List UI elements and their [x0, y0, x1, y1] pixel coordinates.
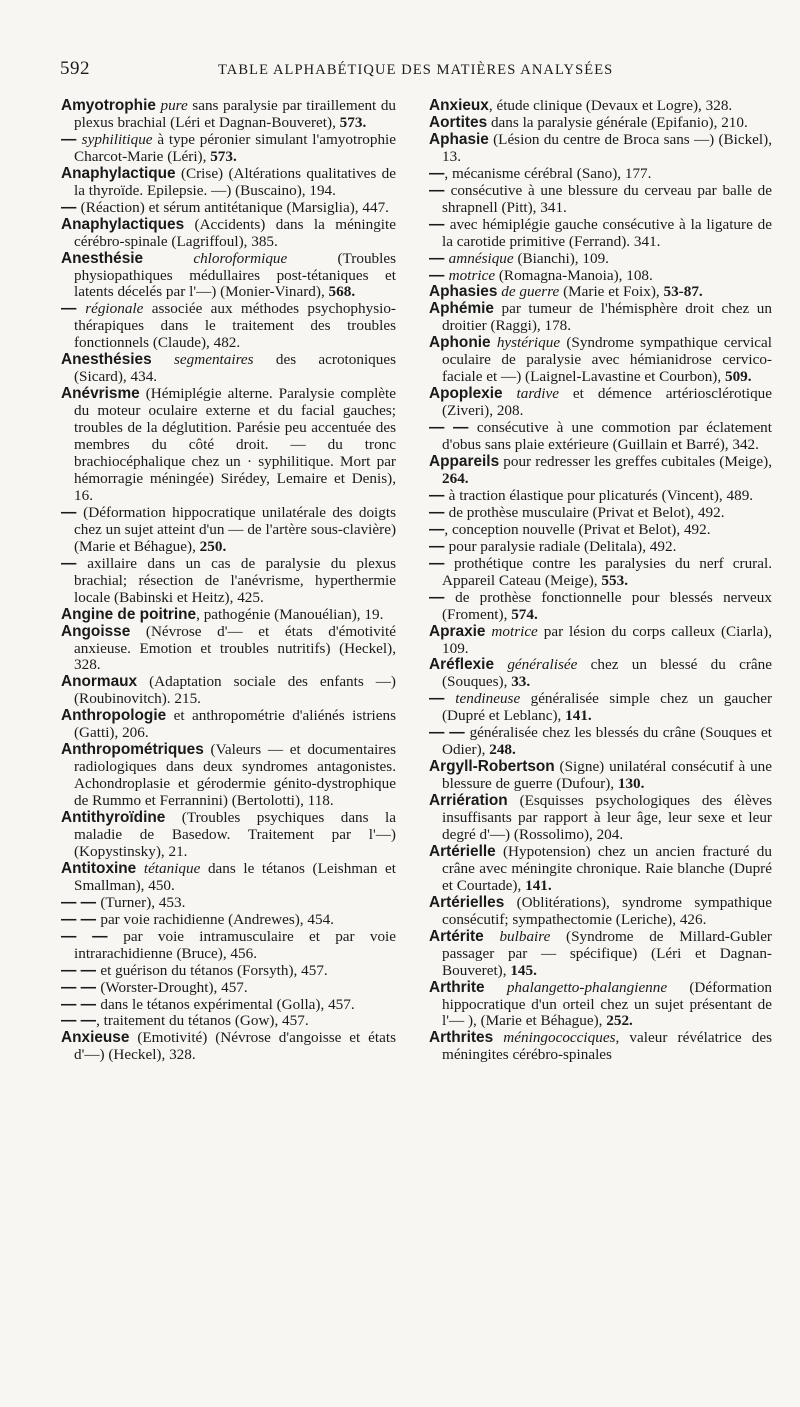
- entry-text: , conception nouvelle (Privat et Belot), 492.: [444, 520, 711, 538]
- entry-headword: —: [61, 503, 84, 521]
- entry-text: par lésion du corps calleux (Ciarla), 109.: [442, 622, 773, 657]
- entry-headword: —: [429, 266, 449, 284]
- index-entry: [61, 1030, 396, 1064]
- page-header: [60, 58, 770, 88]
- entry-page-ref: 130.: [617, 775, 645, 793]
- entry-text: par tumeur de l'hémisphère droit chez un droitier (Raggi), 178.: [442, 300, 772, 335]
- entry-text: dans la paralysie générale (Epifanio), 210.: [487, 113, 748, 131]
- entry-text: (Accidents) dans la méningite cérébro-spinale (Lagriffoul), 385.: [74, 215, 396, 250]
- entry-headword: Aphémie: [429, 300, 494, 318]
- index-entry: [429, 539, 772, 556]
- entry-text: (Romagna-Manoia), 108.: [495, 266, 653, 284]
- entry-page-ref: 573.: [339, 113, 367, 131]
- entry-qualifier: généralisée: [507, 656, 578, 674]
- entry-headword: —: [429, 164, 445, 182]
- index-entry: [429, 386, 772, 420]
- entry-headword: Angoisse: [61, 622, 131, 640]
- entry-headword: Anévrisme: [61, 385, 140, 403]
- entry-headword: Arthrite: [429, 978, 485, 996]
- entry-text: (Réaction) et sérum antitétanique (Marsiglia), 447.: [80, 198, 389, 216]
- entry-text: (Hémiplégie alterne. Paralysie complète du moteur oculaire externe et du facial gauches; troubles de la déglutition. Parésie peu accentuée des membres du côté droit. — du tronc brachiocéphalique chez un · syphilitique. Mort par hémorragie méningée) Sirédey, Lemaire et Denis), 16.: [74, 385, 396, 504]
- entry-headword: Anesthésie: [61, 249, 144, 267]
- entry-qualifier: régionale: [85, 300, 144, 318]
- index-entry: [429, 301, 772, 335]
- entry-headword: Arriération: [429, 792, 508, 810]
- index-entry: [429, 657, 772, 691]
- entry-text: (Marie et Foix),: [559, 283, 664, 301]
- index-entry: [429, 725, 772, 759]
- page-number: 592: [60, 58, 90, 79]
- index-entry: [429, 217, 772, 251]
- index-entry: [429, 251, 772, 268]
- entry-headword: Aphasies: [429, 283, 498, 301]
- entry-text: (Hypotension) chez un ancien fracturé du crâne avec méningite chronique. Raie blanche (Dupré et Courtade),: [442, 842, 772, 894]
- index-entry: [429, 488, 772, 505]
- entry-headword: — —: [61, 927, 124, 945]
- entry-headword: — —: [429, 419, 477, 437]
- entry-text: (Esquisses psychologiques des élèves insuffisants par rapport à leur âge, leur sexe et leur degré d'—) (Rossolimo), 204.: [442, 792, 772, 843]
- entry-text: , traitement du tétanos (Gow), 457.: [96, 1012, 309, 1030]
- index-entry: [429, 115, 772, 132]
- entry-headword: —: [429, 520, 445, 538]
- entry-text: , valeur révélatrice des méningites cérébro-spinales: [442, 1029, 773, 1064]
- entry-text: et guérison du tétanos (Forsyth), 457.: [100, 961, 328, 979]
- index-entry: [61, 98, 396, 132]
- entry-text: par voie rachidienne (Andrewes), 454.: [100, 910, 334, 928]
- entry-text: pour redresser les greffes cubitales (Meige),: [499, 453, 772, 471]
- index-entry: [429, 895, 772, 929]
- entry-headword: Apoplexie: [429, 385, 503, 403]
- index-entry: [61, 674, 396, 708]
- index-entry: [61, 301, 396, 352]
- entry-qualifier: pure: [160, 97, 188, 114]
- index-entry: [61, 132, 396, 166]
- entry-qualifier: tétanique: [143, 859, 201, 877]
- index-entry: [61, 1013, 396, 1030]
- entry-qualifier: tardive: [516, 385, 559, 403]
- index-entry: [61, 912, 396, 929]
- entry-headword: Argyll-Robertson: [429, 758, 555, 776]
- entry-qualifier: de guerre: [501, 283, 560, 301]
- index-entry: [429, 624, 772, 658]
- entry-headword: Aréflexie: [429, 656, 495, 674]
- entry-qualifier: tendineuse: [455, 690, 521, 708]
- entry-headword: —: [429, 537, 449, 555]
- index-entry: [429, 335, 772, 386]
- entry-page-ref: 568.: [328, 283, 356, 301]
- entry-qualifier: motrice: [448, 266, 496, 284]
- index-entry: [429, 183, 772, 217]
- entry-headword: —: [429, 554, 454, 572]
- index-entry: [429, 420, 772, 454]
- entry-text: (Valeurs — et documentaires radiologiques dans deux syndromes antagonistes. Achondroplasie et gérodermie génito-dystrophique de Rummo et Ferrannini) (Bertolotti), 118.: [74, 741, 396, 810]
- right-column: [429, 98, 772, 1064]
- entry-text: avec hémiplégie gauche consécutive à la ligature de la carotide primitive (Ferrand). 341.: [442, 215, 772, 250]
- entry-text: associée aux méthodes psychophysio-thérapiques dans le traitement des troubles fonctionnels (Claude), 482.: [74, 300, 396, 352]
- entry-headword: —: [61, 300, 86, 318]
- entry-headword: —: [429, 486, 449, 504]
- entry-headword: —: [429, 588, 456, 606]
- entry-headword: Anaphylactiques: [61, 215, 185, 233]
- entry-qualifier: hystérique: [496, 334, 561, 352]
- entry-page-ref: 252.: [606, 1012, 633, 1030]
- entry-page-ref: 553.: [601, 571, 628, 589]
- entry-qualifier: phalangetto-phalangienne: [506, 978, 668, 996]
- entry-qualifier: méningococciques: [503, 1029, 616, 1047]
- entry-text: des acrotoniques (Sicard), 434.: [74, 351, 397, 386]
- index-entry: [61, 251, 396, 302]
- entry-headword: —: [429, 690, 456, 708]
- entry-text: (Worster-Drought), 457.: [100, 978, 248, 996]
- entry-text: généralisée simple chez un gaucher (Dupré et Leblanc),: [442, 690, 772, 725]
- entry-text: (Troubles physiopathiques médullaires post-tétaniques et latents décelés par l'—) (Monier-Vinard),: [74, 249, 397, 301]
- index-entry: [61, 352, 396, 386]
- entry-text: (Signe) unilatéral consécutif à une blessure de guerre (Dufour),: [442, 758, 772, 793]
- entry-headword: Anxieuse: [61, 1029, 130, 1047]
- index-entry: [61, 607, 396, 624]
- entry-headword: Anthropologie: [61, 707, 167, 725]
- entry-headword: — —: [61, 995, 101, 1013]
- entry-headword: Anxieux: [429, 97, 489, 114]
- entry-text: prothétique contre les paralysies du nerf crural. Appareil Cateau (Meige),: [442, 554, 772, 589]
- entry-text: (Déformation hippocratique unilatérale des doigts chez un sujet atteint d'un — de l'artère sous-clavière) (Marie et Béhague),: [74, 503, 396, 555]
- index-entry: [429, 132, 772, 166]
- entry-text: axillaire dans un cas de paralysie du plexus brachial; résection de l'anévrisme, hyperthermie locale (Babinski et Heitz), 425.: [74, 554, 396, 606]
- entry-headword: Anthropométriques: [61, 741, 204, 759]
- entry-text: (Bianchi), 109.: [513, 249, 609, 267]
- entry-page-ref: 264.: [442, 469, 469, 487]
- entry-text: (Turner), 453.: [100, 893, 186, 911]
- index-entry: [61, 980, 396, 997]
- entry-headword: —: [61, 130, 82, 148]
- entry-qualifier: bulbaire: [499, 927, 551, 945]
- entry-page-ref: 250.: [199, 537, 227, 555]
- index-entry: [61, 624, 396, 675]
- index-entry: [61, 810, 396, 861]
- entry-text: (Adaptation sociale des enfants —) (Roubinovitch). 215.: [74, 673, 396, 708]
- index-entry: [429, 929, 772, 980]
- entry-text: sans paralysie par tiraillement du plexus brachial (Léri et Dagnan-Bouveret),: [74, 97, 397, 131]
- entry-headword: Antithyroïdine: [61, 809, 166, 827]
- entry-text: et démence artériosclérotique (Ziveri), 208.: [442, 385, 773, 420]
- entry-headword: — —: [61, 893, 101, 911]
- entry-page-ref: 141.: [525, 876, 552, 894]
- entry-text: (Troubles psychiques dans la maladie de Basedow. Traitement par l'—) (Kopystinsky), 21.: [74, 809, 396, 860]
- entry-page-ref: 145.: [510, 961, 537, 979]
- index-entry: [429, 98, 772, 115]
- index-entry: [61, 895, 396, 912]
- entry-text: de prothèse musculaire (Privat et Belot), 492.: [448, 503, 725, 521]
- index-entry: [429, 793, 772, 844]
- entry-page-ref: 248.: [489, 741, 516, 759]
- entry-text: à traction élastique pour plicaturés (Vincent), 489.: [448, 486, 754, 504]
- entry-text: dans le tétanos expérimental (Golla), 457.: [100, 995, 355, 1013]
- entry-text: (Syndrome sympathique cervical oculaire de paralysie avec hémianidrose cervico-faciale et —) (Laignel-Lavastine et Courbon),: [442, 334, 772, 386]
- entry-text: chez un blessé du crâne (Souques),: [442, 656, 772, 691]
- index-entry: [429, 844, 772, 895]
- entry-page-ref: 574.: [511, 605, 538, 623]
- entry-qualifier: chloroformique: [193, 249, 288, 267]
- entry-qualifier: motrice: [491, 622, 538, 640]
- entry-headword: Appareils: [429, 453, 500, 471]
- index-entry: [429, 1030, 772, 1064]
- entry-headword: —: [429, 503, 449, 521]
- entry-headword: —: [429, 215, 450, 233]
- entry-headword: — —: [61, 961, 101, 979]
- index-entry: [429, 522, 772, 539]
- entry-text: dans le tétanos (Leishman et Smallman), 450.: [74, 859, 397, 894]
- index-entry: [61, 742, 396, 810]
- entry-headword: Aphasie: [429, 130, 489, 148]
- index-entry: [429, 166, 772, 183]
- entry-text: , pathogénie (Manouélian), 19.: [196, 605, 384, 623]
- entry-headword: — —: [61, 978, 101, 996]
- entry-headword: Arthrites: [429, 1029, 494, 1047]
- entry-headword: Anesthésies: [61, 351, 152, 369]
- entry-text: généralisée chez les blessés du crâne (Souques et Odier),: [442, 724, 772, 759]
- entry-text: consécutive à une commotion par éclatement d'obus sans plaie extérieure (Guillain et Barré), 342.: [442, 419, 772, 454]
- entry-headword: Artérielles: [429, 893, 505, 911]
- index-entry: [429, 691, 772, 725]
- entry-page-ref: 509.: [724, 368, 752, 386]
- index-entry: [61, 861, 396, 895]
- entry-text: de prothèse fonctionnelle pour blessés nerveux (Froment),: [442, 588, 772, 623]
- index-entry: [61, 929, 396, 963]
- running-title: TABLE ALPHABÉTIQUE DES MATIÈRES ANALYSÉES: [218, 62, 614, 78]
- entry-text: (Lésion du centre de Broca sans —) (Bickel), 13.: [442, 130, 772, 165]
- entry-qualifier: segmentaires: [173, 351, 254, 369]
- index-entry: [61, 505, 396, 556]
- entry-headword: —: [61, 554, 88, 572]
- index-entry: [429, 454, 772, 488]
- entry-headword: Anaphylactique: [61, 164, 176, 182]
- entry-headword: —: [429, 249, 449, 267]
- entry-page-ref: 53-87.: [663, 283, 703, 301]
- entry-page-ref: 141.: [565, 707, 592, 725]
- entry-text: et anthropométrie d'aliénés istriens (Gatti), 206.: [74, 707, 396, 742]
- entry-qualifier: syphilitique: [81, 130, 153, 148]
- entry-headword: — —: [61, 1012, 97, 1030]
- entry-page-ref: 573.: [210, 147, 237, 165]
- index-entry: [61, 217, 396, 251]
- entry-text: par voie intramusculaire et par voie intrarachidienne (Bruce), 456.: [74, 927, 396, 962]
- entry-headword: Angine de poitrine: [61, 605, 197, 623]
- entry-headword: —: [429, 181, 451, 199]
- entry-text: (Oblitérations), syndrome sympathique consécutif; sympathectomie (Leriche), 426.: [442, 893, 772, 928]
- entry-headword: Artérielle: [429, 842, 496, 860]
- entry-page-ref: 33.: [511, 673, 531, 691]
- entry-qualifier: amnésique: [448, 249, 514, 267]
- entry-headword: Anormaux: [61, 673, 138, 691]
- entry-text: pour paralysie radiale (Delitala), 492.: [448, 537, 677, 555]
- index-entry: [61, 997, 396, 1014]
- index-entry: [429, 759, 772, 793]
- index-entry: [61, 166, 396, 200]
- index-entry: [429, 268, 772, 285]
- index-entry: [429, 556, 772, 590]
- entry-headword: Antitoxine: [61, 859, 137, 877]
- entry-text: , mécanisme cérébral (Sano), 177.: [444, 164, 652, 182]
- entry-headword: Aortites: [429, 113, 488, 131]
- index-entry: [429, 590, 772, 624]
- left-column: [61, 98, 396, 1064]
- entry-text: consécutive à une blessure du cerveau par balle de shrapnell (Pitt), 341.: [442, 181, 772, 216]
- entry-headword: —: [61, 198, 81, 216]
- entry-headword: Amyotrophie: [61, 97, 156, 114]
- index-entry: [429, 284, 772, 301]
- entry-headword: Artérite: [429, 927, 484, 945]
- entry-text: (Crise) (Altérations qualitatives de la thyroïde. Epilepsie. —) (Buscaino), 194.: [74, 164, 396, 199]
- index-entry: [429, 505, 772, 522]
- index-entry: [61, 963, 396, 980]
- entry-headword: Aphonie: [429, 334, 491, 352]
- index-entry: [61, 386, 396, 505]
- index-entry: [429, 980, 772, 1031]
- index-entry: [61, 200, 396, 217]
- entry-text: (Névrose d'— et états d'émotivité anxieuse. Emotion et troubles nutritifs) (Heckel), 328.: [74, 622, 396, 674]
- entry-text: (Déformation hippocratique d'un orteil chez un sujet présentant de l'— ), (Marie et Béhague),: [442, 978, 773, 1030]
- entry-text: (Emotivité) (Névrose d'angoisse et états d'—) (Heckel), 328.: [74, 1029, 396, 1064]
- entry-headword: — —: [61, 910, 101, 928]
- index-entry: [61, 708, 396, 742]
- entry-text: (Syndrome de Millard-Gubler passager par — spécifique) (Léri et Dagnan-Bouveret),: [442, 927, 772, 979]
- entry-headword: — —: [429, 724, 470, 742]
- entry-text: , étude clinique (Devaux et Logre), 328.: [488, 97, 733, 114]
- entry-text: à type péronier simulant l'amyotrophie Charcot-Marie (Léri),: [74, 130, 397, 165]
- index-entry: [61, 556, 396, 607]
- entry-headword: Apraxie: [429, 622, 486, 640]
